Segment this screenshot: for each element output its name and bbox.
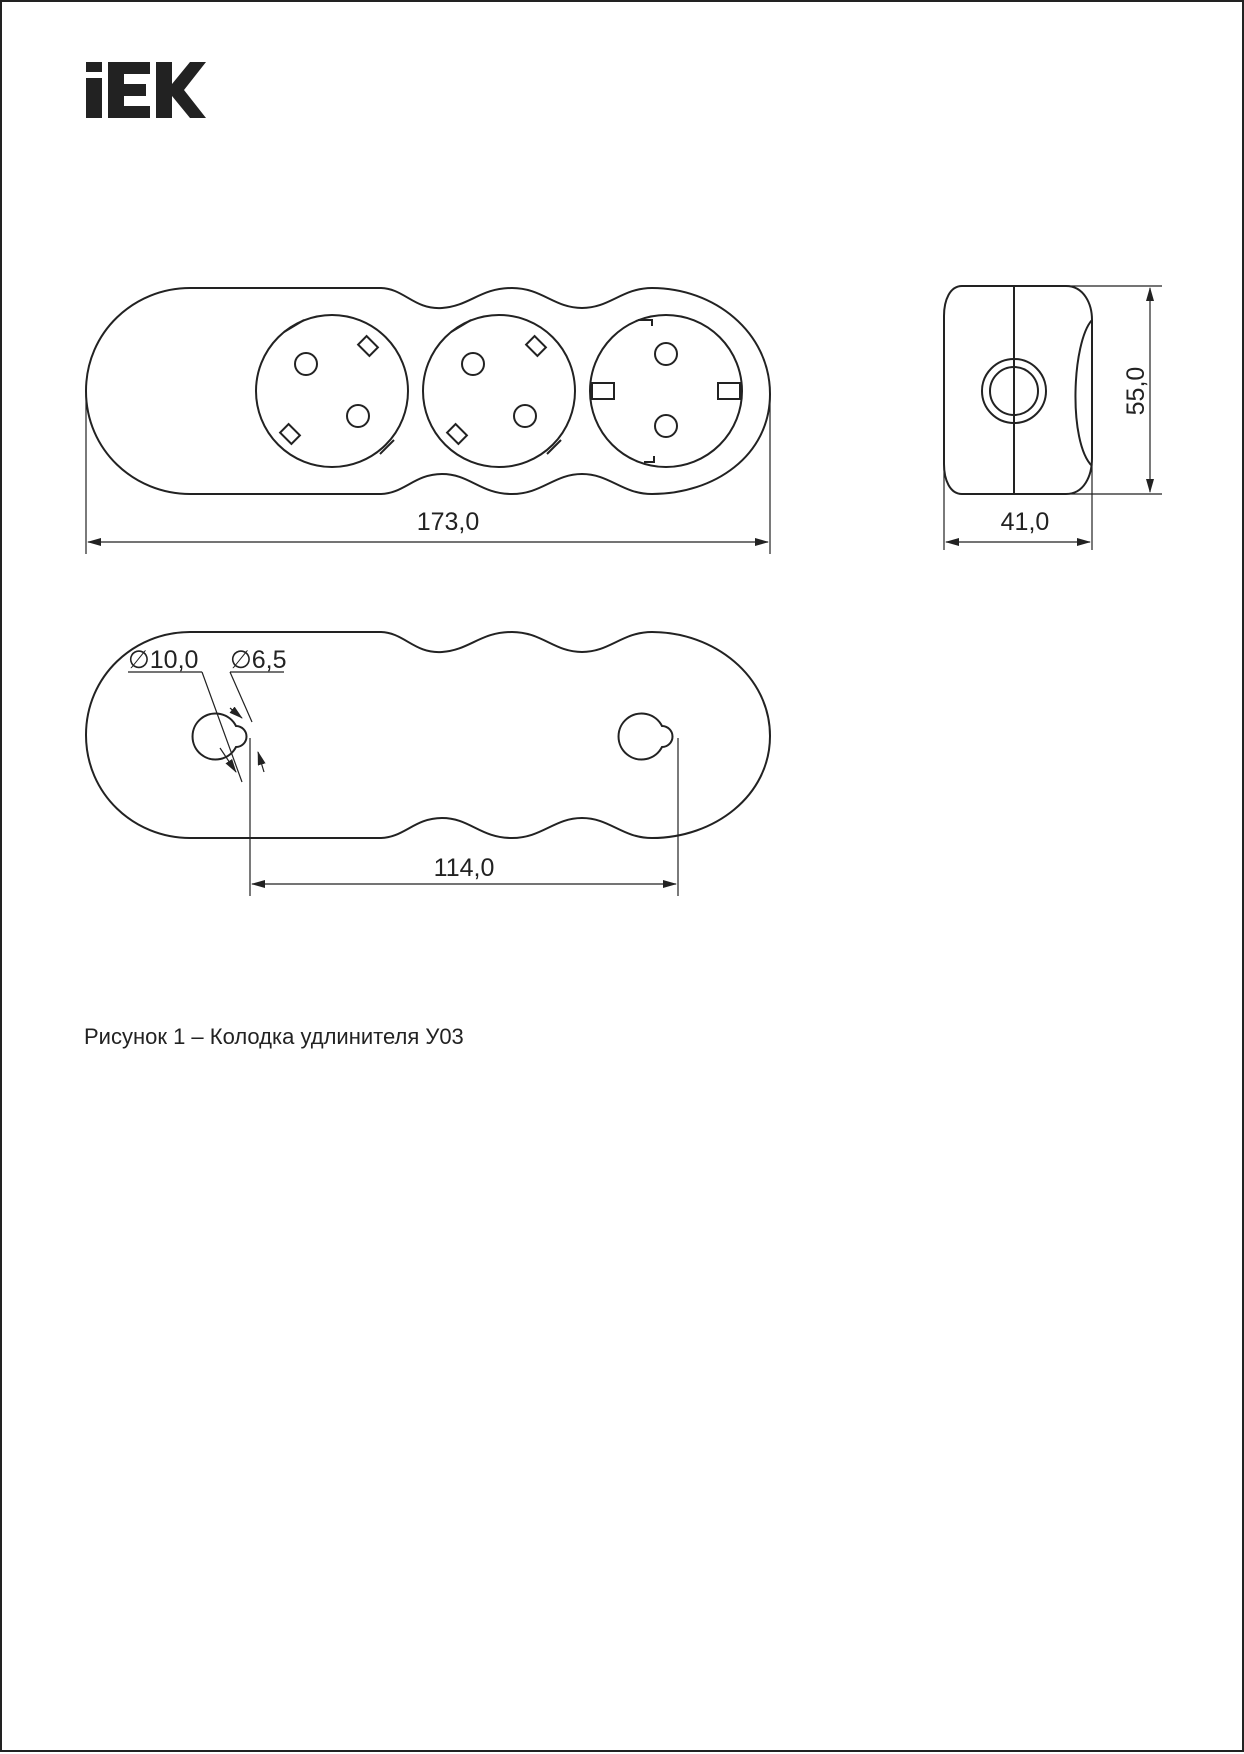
length-dimension: 173,0	[416, 508, 480, 536]
figure-caption: Рисунок 1 – Колодка удлинителя У03	[84, 1024, 464, 1049]
hole-large-dimension: ∅10,0	[128, 646, 199, 674]
mount-hole-right	[619, 714, 673, 760]
socket-2	[423, 315, 575, 467]
socket-1	[256, 315, 408, 467]
bottom-view	[86, 632, 770, 896]
depth-dimension: 41,0	[1000, 508, 1050, 536]
height-dimension: 55,0	[1122, 366, 1150, 416]
hole-spacing-dimension: 114,0	[433, 854, 495, 882]
socket-3	[590, 315, 742, 467]
hole-small-dimension: ∅6,5	[230, 646, 287, 674]
front-view	[86, 288, 770, 554]
technical-drawing	[2, 2, 1244, 1754]
side-view	[944, 286, 1162, 550]
